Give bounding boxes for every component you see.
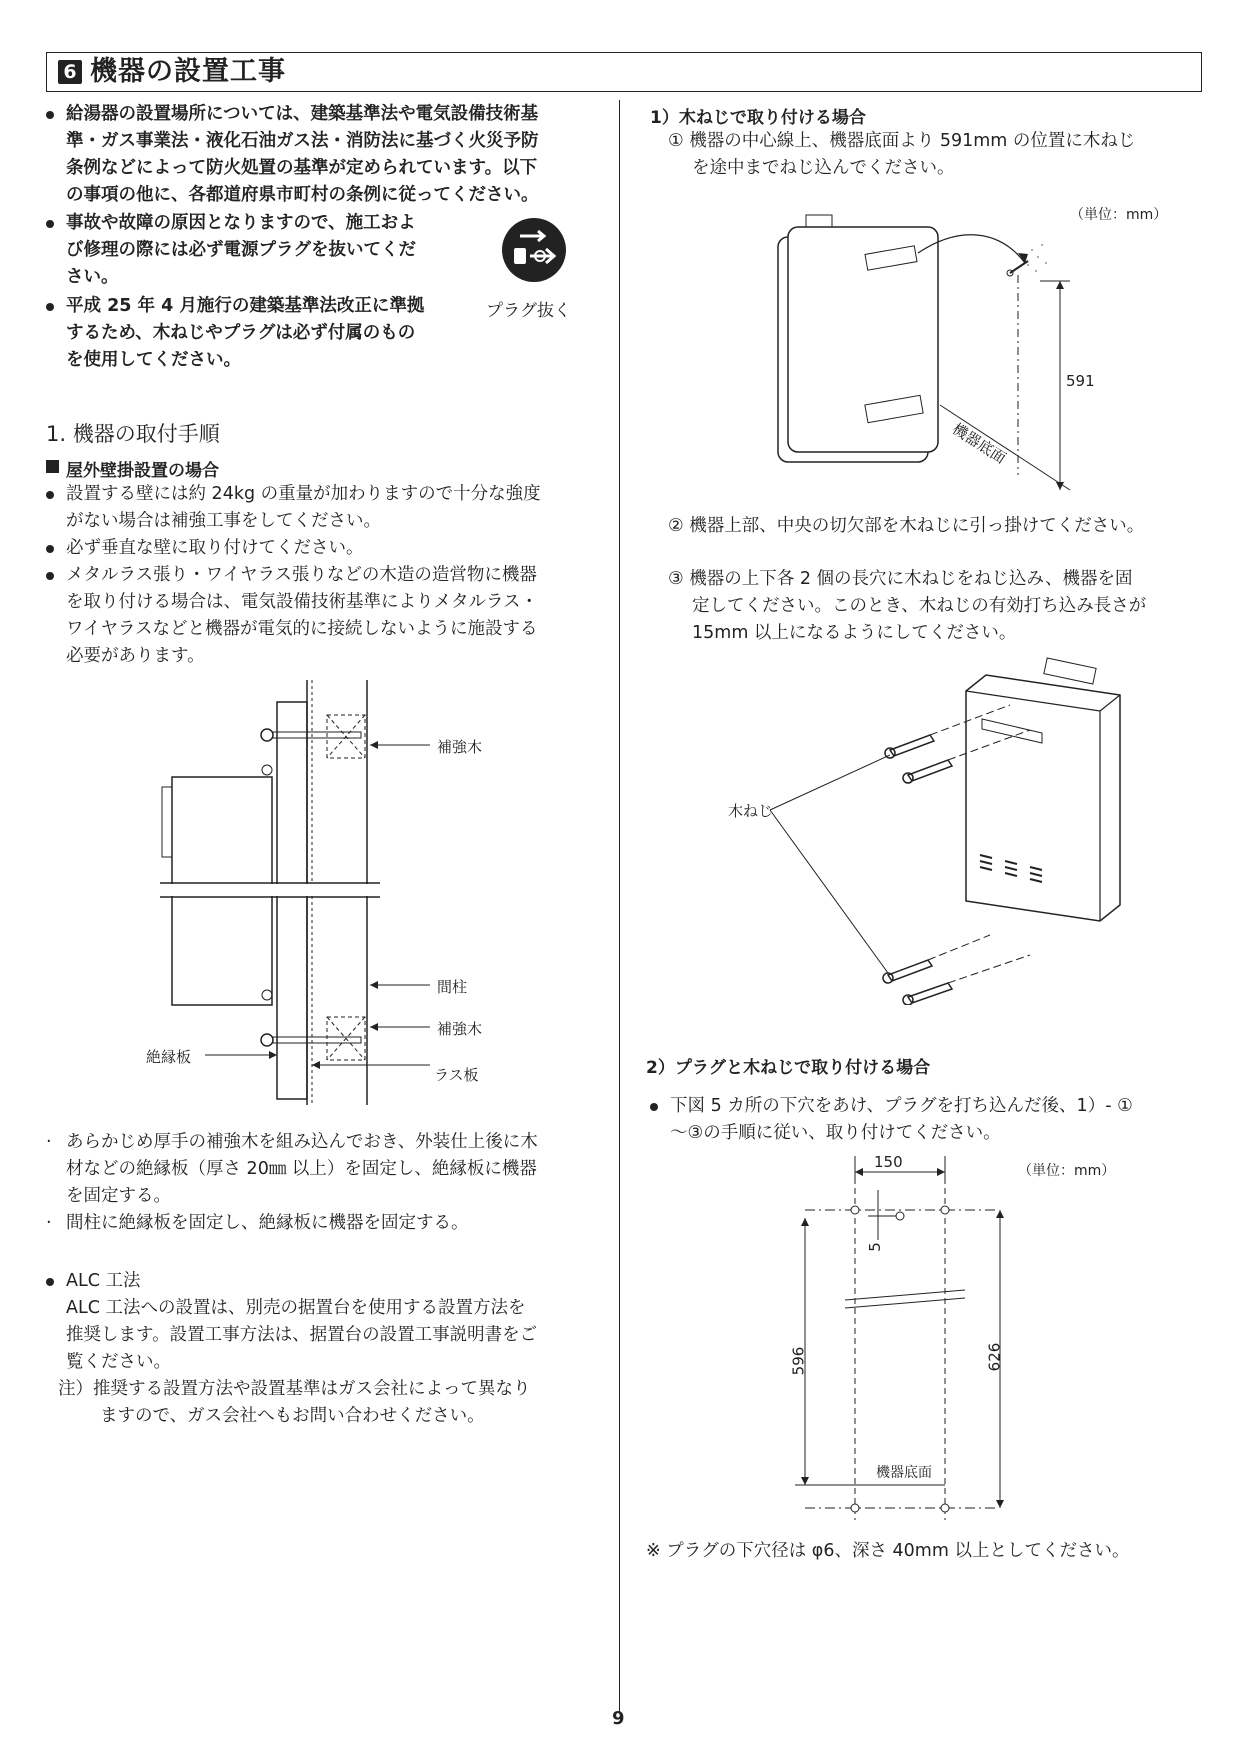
bullet-dot [650, 1103, 658, 1111]
dim-150-label: 150 [874, 1153, 903, 1171]
intro-line: の事項の他に、各都道府県市町村の条例に従ってください。 [66, 185, 539, 205]
unplug-icon [500, 216, 568, 284]
bullet-dot [46, 491, 54, 499]
procedure-line: 必ず垂直な壁に取り付けてください。 [66, 538, 364, 558]
step1-heading: 1）木ねじで取り付ける場合 [650, 108, 866, 128]
intro-bullet-3 [46, 293, 486, 374]
dim-5-label: 5 [865, 1242, 884, 1252]
note-2 [46, 1210, 606, 1237]
intro-line: 給湯器の設置場所については、建築基準法や電気設備技術基 [66, 104, 539, 124]
step1-3-line: ③ 機器の上下各 2 個の長穴に木ねじをねじ込み、機器を固 [668, 569, 1133, 589]
step1-1-line: を途中までねじ込んでください。 [692, 158, 955, 178]
unit-label-2: （単位：mm） [1018, 1163, 1116, 1179]
note-line: を固定する。 [66, 1186, 171, 1206]
stud-label: 間柱 [437, 978, 468, 996]
insulation-label: 絶縁板 [146, 1048, 192, 1066]
note-line: あらかじめ厚手の補強木を組み込んでおき、外装仕上後に木 [66, 1132, 538, 1152]
intro-line: 条例などによって防火処置の基準が定められています。以下 [66, 158, 538, 178]
bullet-dot [46, 111, 54, 119]
intro-line: さい。 [66, 267, 119, 287]
plug-icon-label: プラグ抜く [486, 301, 571, 321]
bullet-dot [46, 545, 54, 553]
dim-591-label: 591 [1066, 372, 1095, 390]
alc-note [58, 1376, 606, 1430]
step1-3 [668, 566, 1208, 647]
intro-line: 平成 25 年 4 月施行の建築基準法改正に準拠 [66, 296, 425, 316]
column-divider [619, 100, 620, 1714]
alc-note-line: 注）推奨する設置方法や設置基準はガス会社によって異なり [58, 1379, 531, 1399]
section-title: 機器の設置工事 [90, 56, 286, 87]
intro-line: 準・ガス事業法・液化石油ガス法・消防法に基づく火災予防 [66, 131, 539, 151]
procedure-bullet-1 [46, 481, 606, 535]
procedure-bullet-2 [46, 535, 606, 562]
alc-line: 推奨します。設置工事方法は、据置台の設置工事説明書をご [66, 1325, 538, 1345]
dim-596-label: 596 [789, 1346, 808, 1376]
bullet-dot [46, 303, 54, 311]
procedure-line: を取り付ける場合は、電気設備技術基準によりメタルラス・ [66, 592, 538, 612]
procedure-heading: 1. 機器の取付手順 [46, 422, 220, 446]
plug-footnote: ※ プラグの下穴径は φ6、深さ 40mm 以上としてください。 [646, 1541, 1130, 1561]
alc-line: ALC 工法への設置は、別売の据置台を使用する設置方法を [66, 1298, 526, 1318]
reinforce-bottom-label: 補強木 [437, 1020, 483, 1038]
dim-626-label: 626 [985, 1342, 1004, 1372]
alc-line: 覧ください。 [66, 1352, 171, 1372]
intro-line: 事故や故障の原因となりますので、施工およ [66, 213, 416, 233]
page-number: 9 [612, 1708, 625, 1729]
step1-2: ② 機器上部、中央の切欠部を木ねじに引っ掛けてください。 [668, 516, 1145, 536]
intro-bullet-2 [46, 210, 486, 291]
heater-four-screws-diagram [730, 655, 1130, 1005]
procedure-line: 必要があります。 [66, 646, 205, 666]
step1-3-line: 15mm 以上になるようにしてください。 [692, 623, 1017, 643]
procedure-subheading: 屋外壁掛設置の場合 [66, 461, 219, 481]
note-line: 材などの絶縁板（厚さ 20㎜ 以上）を固定し、絶縁板に機器 [66, 1159, 537, 1179]
step2-line: 下図 5 カ所の下穴をあけ、プラグを打ち込んだ後、1）- ① [670, 1096, 1133, 1116]
bullet-dot [46, 1278, 54, 1286]
note-line: 間柱に絶縁板を固定し、絶縁板に機器を固定する。 [66, 1213, 469, 1233]
reinforce-top-label: 補強木 [437, 738, 483, 756]
intro-line: び修理の際には必ず電源プラグを抜いてくだ [66, 240, 416, 260]
step2-heading: 2）プラグと木ねじで取り付ける場合 [646, 1058, 931, 1078]
step2-line: 〜③の手順に従い、取り付けてください。 [670, 1123, 1001, 1143]
section-number-badge: 6 [58, 60, 82, 84]
lath-label: ラス板 [434, 1066, 479, 1084]
bottom-label-2: 機器底面 [876, 1465, 932, 1481]
intro-line: を使用してください。 [66, 350, 241, 370]
procedure-bullet-3 [46, 562, 606, 670]
bullet-dot [46, 572, 54, 580]
bullet-dot [46, 220, 54, 228]
note-marker: · [46, 1213, 52, 1233]
alc-title: ALC 工法 [66, 1271, 141, 1291]
procedure-line: メタルラス張り・ワイヤラス張りなどの木造の造営物に機器 [66, 565, 537, 585]
note-1 [46, 1129, 606, 1210]
unit-label: （単位：mm） [1070, 207, 1168, 223]
step1-1-line: ① 機器の中心線上、機器底面より 591mm の位置に木ねじ [668, 131, 1136, 151]
step2-text [650, 1093, 1210, 1147]
step1-3-line: 定してください。このとき、木ねじの有効打ち込み長さが [692, 596, 1147, 616]
alc-section [46, 1268, 606, 1376]
alc-note-line: ますので、ガス会社へもお問い合わせください。 [100, 1406, 485, 1426]
heater-screw-diagram [770, 205, 1090, 495]
screw-label: 木ねじ [728, 802, 774, 820]
procedure-line: 設置する壁には約 24kg の重量が加わりますので十分な強度 [66, 484, 541, 504]
step1-1 [668, 128, 1208, 182]
bottom-label: 機器底面 [949, 419, 1010, 468]
procedure-line: がない場合は補強工事をしてください。 [66, 511, 381, 531]
procedure-line: ワイヤラスなどと機器が電気的に接続しないように施設する [66, 619, 538, 639]
intro-bullet-1 [46, 101, 606, 209]
intro-line: するため、木ねじやプラグは必ず付属のもの [66, 323, 416, 343]
square-bullet-icon [46, 460, 59, 473]
note-marker: · [46, 1132, 52, 1152]
